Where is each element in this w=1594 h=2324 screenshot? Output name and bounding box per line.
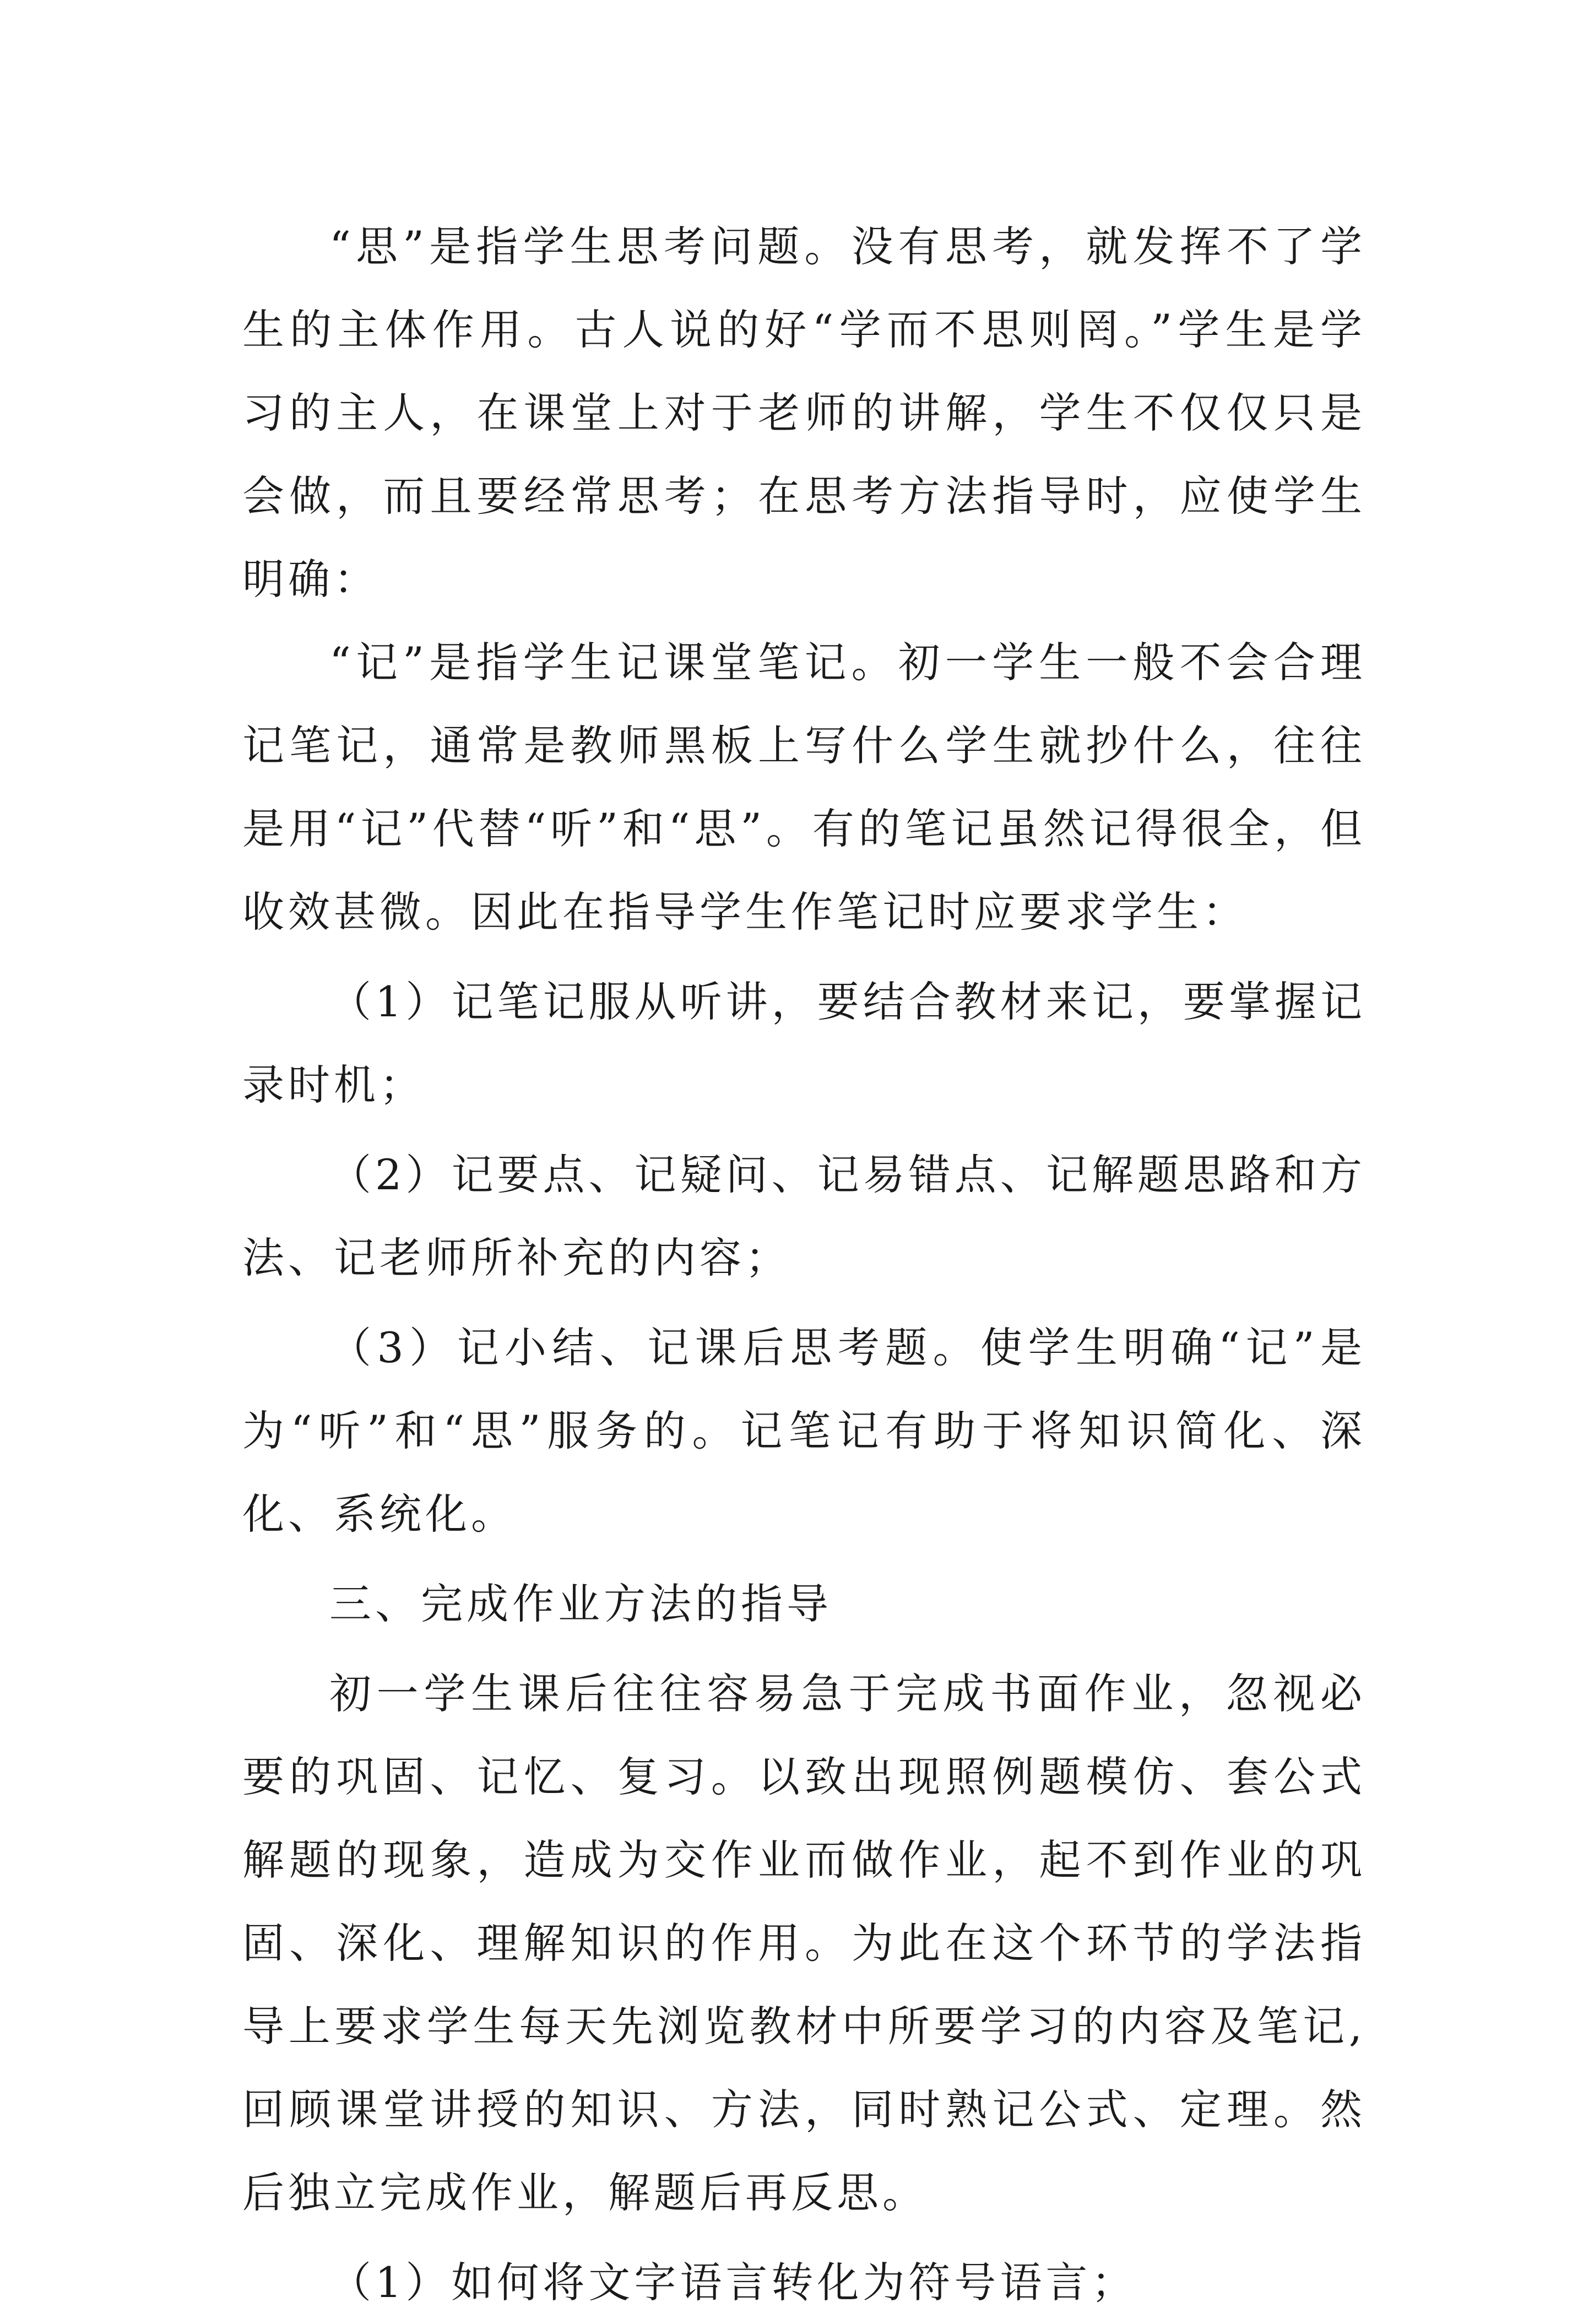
list-item-homework-1: （1）如何将文字语言转化为符号语言； xyxy=(329,2258,1137,2307)
list-item-notes-1: （1）记笔记服从听讲，要结合教材来记，要掌握记录时机； xyxy=(242,977,1366,1109)
document-body xyxy=(242,205,1366,2324)
list-item-notes-2: （2）记要点、记疑问、记易错点、记解题思路和方法、记老师所补充的内容； xyxy=(242,1150,1366,1282)
section-heading-homework: 三、完成作业方法的指导 xyxy=(329,1579,832,1628)
paragraph-notes: “记”是指学生记课堂笔记。初一学生一般不会合理记笔记，通常是教师黑板上写什么学生就抄什么，往往是用“记”代替“听”和“思”。有的笔记虽然记得很全，但收效甚微。因此在指导学生作笔记时应要求学生： xyxy=(242,638,1366,936)
list-item-notes-3: （3）记小结、记课后思考题。使学生明确“记”是为“听”和“思”服务的。记笔记有助于将知识简化、深化、系统化。 xyxy=(242,1323,1366,1539)
paragraph-homework: 初一学生课后往往容易急于完成书面作业，忽视必要的巩固、记忆、复习。以致出现照例题模仿、套公式解题的现象，造成为交作业而做作业，起不到作业的巩固、深化、理解知识的作用。为此在这个环节的学法指导上要求学生每天先浏览教材中所要学习的内容及笔记,回顾课堂讲授的知识、方法，同时熟记公式、定理。然后独立完成作业，解题后再反思。 xyxy=(242,1669,1366,2217)
paragraph-think: “思”是指学生思考问题。没有思考，就发挥不了学生的主体作用。古人说的好“学而不思则罔。”学生是学习的主人，在课堂上对于老师的讲解，学生不仅仅只是会做，而且要经常思考；在思考方法指导时，应使学生明确： xyxy=(242,222,1366,604)
